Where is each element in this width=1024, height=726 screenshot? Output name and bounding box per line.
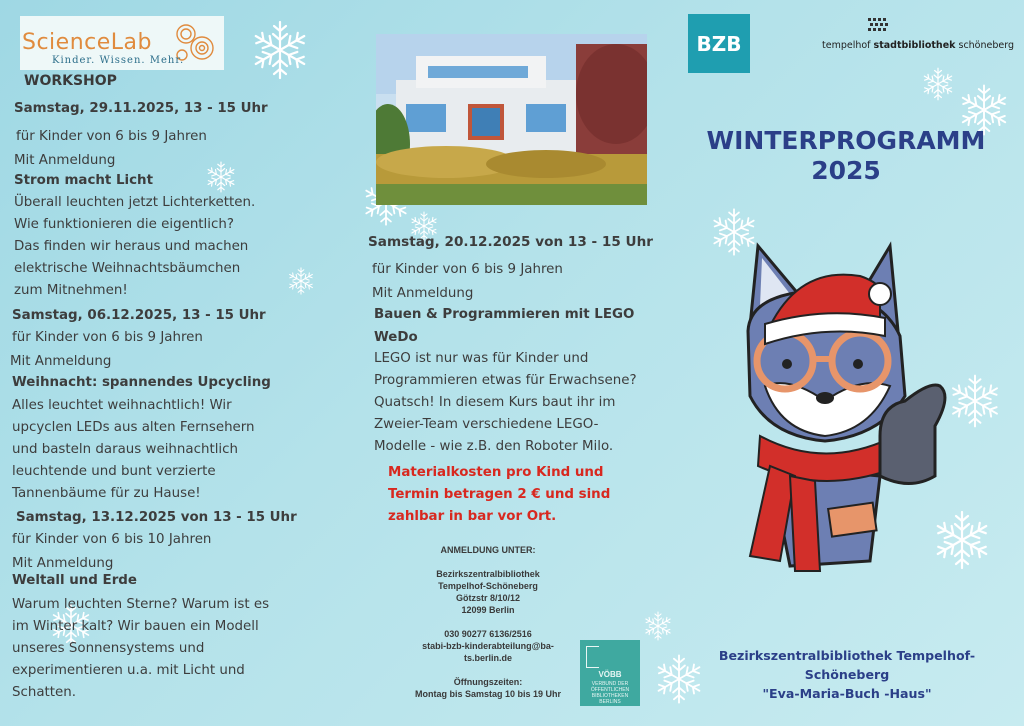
vobb-line: BERLINS: [599, 699, 621, 705]
hours-label: Öffnungszeiten:: [453, 677, 523, 687]
footer-house-name: "Eva-Maria-Buch -Haus": [762, 686, 932, 701]
event-age: für Kinder von 6 bis 9 Jahren: [16, 129, 207, 144]
fox-mascot-illustration: [730, 236, 960, 586]
event-date: Samstag, 20.12.2025 von 13 - 15 Uhr: [368, 234, 653, 250]
headline: [686, 126, 1006, 186]
event-desc-line: Programmieren etwas für Erwachsene?: [374, 373, 637, 388]
event-desc-line: Tannenbäume für zu Hause!: [12, 486, 201, 501]
contact-phone: 030 90277 6136/2516: [444, 629, 532, 639]
event-title: WeDo: [374, 330, 418, 345]
event-date: Samstag, 29.11.2025, 13 - 15 Uhr: [14, 101, 268, 116]
bzb-logo: BZB: [688, 14, 750, 73]
vobb-line: VERBUND DER: [591, 681, 629, 687]
event-desc-line: im Winter kalt? Wir bauen ein Modell: [12, 619, 259, 634]
library-footer: [684, 646, 1010, 703]
event-desc-line: leuchtende und bunt verzierte: [12, 464, 216, 479]
event-age: für Kinder von 6 bis 9 Jahren: [12, 330, 203, 345]
event-desc-line: Schatten.: [12, 685, 77, 700]
footer-library-name: Bezirkszentralbibliothek Tempelhof-Schöneberg: [718, 648, 976, 682]
library-logo-bold: stadtbibliothek: [873, 40, 956, 51]
contact-heading: ANMELDUNG UNTER:: [440, 545, 536, 555]
event-desc-line: Wie funktionieren die eigentlich?: [14, 217, 234, 232]
event-desc-line: Überall leuchten jetzt Lichterketten.: [14, 195, 256, 210]
event-desc-line: LEGO ist nur was für Kinder und: [374, 351, 589, 366]
snowflake-icon: [286, 266, 316, 296]
library-logo-pre: tempelhof: [822, 40, 874, 51]
vobb-sub: [580, 681, 640, 705]
event-title: Bauen & Programmieren mit LEGO: [374, 307, 635, 322]
event-registration: Mit Anmeldung: [10, 354, 112, 369]
cost-note: zahlbar in bar vor Ort.: [388, 509, 557, 524]
event-desc-line: Warum leuchten Sterne? Warum ist es: [12, 597, 270, 612]
workshop-label: WORKSHOP: [24, 73, 117, 89]
library-grid-icon: [866, 16, 890, 36]
vobb-name: VÖBB: [598, 670, 622, 679]
contact-email[interactable]: stabi-bzb-kinderabteilung@ba-: [422, 641, 554, 651]
snowflake-icon: [204, 160, 238, 194]
vobb-line: ÖFFENTLICHEN: [590, 687, 630, 693]
event-desc-line: Quatsch! In diesem Kurs baut ihr im: [374, 395, 616, 410]
headline-line: 2025: [811, 156, 881, 185]
event-title: Weihnacht: spannendes Upcycling: [12, 375, 271, 390]
event-desc-line: Das finden wir heraus und machen: [14, 239, 249, 254]
cost-note: Materialkosten pro Kind und: [388, 465, 604, 480]
library-logo: [822, 40, 1014, 51]
event-desc-line: Modelle - wie z.B. den Roboter Milo.: [374, 439, 614, 454]
contact-address: 12099 Berlin: [461, 605, 515, 615]
event-desc-line: experimentieren u.a. mit Licht und: [12, 663, 245, 678]
event-desc-line: Zweier-Team verschiedene LEGO-: [374, 417, 599, 432]
event-desc-line: und basteln daraus weihnachtlich: [12, 442, 238, 457]
library-building-photo: [376, 34, 647, 205]
logo-tagline: Kinder. Wissen. Mehr.: [52, 55, 185, 66]
event-desc-line: Alles leuchtet weihnachtlich! Wir: [12, 398, 232, 413]
event-desc-line: unseres Sonnensystems und: [12, 641, 205, 656]
event-desc-line: elektrische Weihnachtsbäumchen: [14, 261, 241, 276]
snowflake-icon: [920, 66, 956, 102]
event-registration: Mit Anmeldung: [12, 556, 114, 571]
vobb-line: BIBLIOTHEKEN: [591, 693, 629, 699]
contact-address: Götzstr 8/10/12: [455, 593, 521, 603]
contact-address: Bezirkszentralbibliothek: [436, 569, 540, 579]
event-desc-line: upcyclen LEDs aus alten Fernsehern: [12, 420, 255, 435]
event-registration: Mit Anmeldung: [14, 153, 116, 168]
event-desc-line: zum Mitnehmen!: [14, 283, 128, 298]
event-age: für Kinder von 6 bis 10 Jahren: [12, 532, 212, 547]
snowflake-icon: [248, 18, 312, 82]
headline-line: WINTERPROGRAMM: [706, 126, 986, 155]
vobb-logo: [580, 640, 640, 706]
contact-address: Tempelhof-Schöneberg: [438, 581, 538, 591]
event-title: Strom macht Licht: [14, 173, 153, 188]
library-logo-post: schöneberg: [955, 40, 1015, 51]
event-title: Weltall und Erde: [12, 573, 137, 588]
event-age: für Kinder von 6 bis 9 Jahren: [372, 262, 563, 277]
logo-name: ScienceLab: [22, 30, 152, 55]
book-icon: [586, 646, 599, 668]
event-date: Samstag, 06.12.2025, 13 - 15 Uhr: [12, 308, 266, 323]
cost-note: Termin betragen 2 € und sind: [388, 487, 611, 502]
event-date: Samstag, 13.12.2025 von 13 - 15 Uhr: [16, 510, 297, 525]
hours-text: Montag bis Samstag 10 bis 19 Uhr: [414, 689, 562, 699]
event-registration: Mit Anmeldung: [372, 286, 474, 301]
contact-email[interactable]: ts.berlin.de: [463, 653, 512, 663]
snowflake-icon: [642, 610, 674, 642]
contact-block: [400, 544, 576, 700]
